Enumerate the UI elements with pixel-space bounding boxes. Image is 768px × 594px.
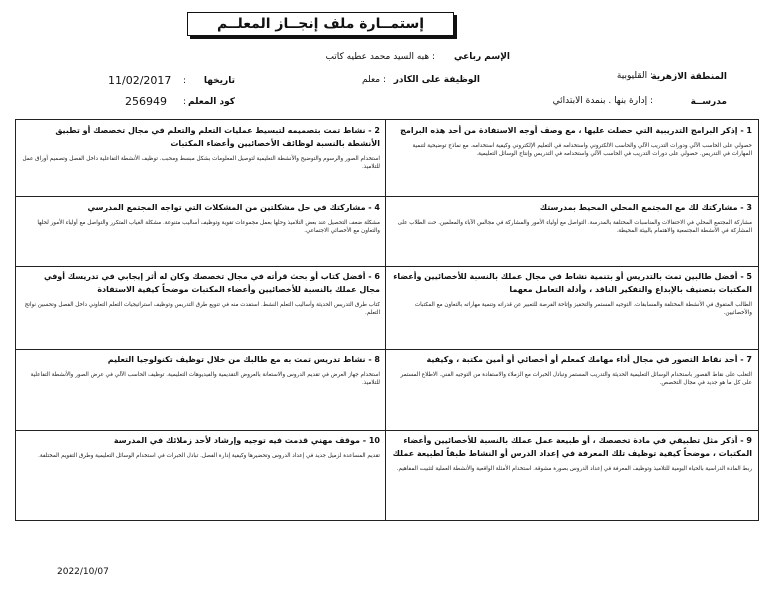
- answer-4: مشكلة ضعف التحصيل عند بعض التلاميذ وحلها بعمل مجموعات تقوية وتوظيف أساليب متنوعة. مشكلة الغياب المتكرر والتواصل مع أولياء الأمور لحلها والتعاون مع الأخصائي الاجتماعي.: [37, 220, 380, 234]
- print-date: 2022/10/07: [57, 567, 109, 577]
- answer-2: استخدام الصور والرسوم والتوضيح والأنشطة التعليمية لتوصيل المعلومات بشكل مبسط ومحبب. توظيف الأنشطة التفاعلية داخل الفصل وتصميم أوراق عمل للتلاميذ.: [22, 156, 380, 170]
- region-value: : القليوبية: [616, 71, 653, 81]
- question-cell-3: [392, 201, 752, 264]
- school-value: : إدارة بنها . بنمدة الابتدائي: [552, 96, 653, 106]
- question-cell-9: [392, 434, 752, 518]
- question-cell-4: [22, 201, 380, 264]
- teacher-code-label: كود المعلم: [188, 97, 235, 107]
- question-8: 8 - نشاط تدريس تمت به مع طالبك من خلال توظيف تكنولوجيا التعليم: [107, 355, 380, 364]
- table-divider-row-4: [15, 430, 759, 431]
- table-divider-row-1: [15, 196, 759, 197]
- answer-3: مشاركة المجتمع المحلي في الاحتفالات والمناسبات المختلفة بالمدرسة. التواصل مع أولياء الأمور والمشاركة في مجالس الآباء والمعلمين. حث الطلاب على المشاركة في الأنشطة المجتمعية والاهتمام بالبيئة المحيطة.: [397, 220, 752, 234]
- school-label: مدرســة: [690, 97, 727, 107]
- date-colon: :: [182, 76, 186, 86]
- question-cell-5: [392, 270, 752, 347]
- job-label: الوظيفة على الكادر: [393, 75, 480, 85]
- question-2: 2 - نشاط تمت بتصميمه لتبسيط عمليات التعلم والتعلم في مجال تخصصك أو تطبيق الأنشطة بالنسبة لوظائف الأخصائيين وأعضاء المكتبات: [55, 126, 380, 148]
- question-cell-7: [392, 353, 752, 428]
- answer-1: حصولي على الحاسب الآلي ودورات التدريب الآلي والحاسب الالكتروني واستخدامه في التعليم الإلكتروني وكيفية استخدامه. مع نماذج توضيحية لتنمية المهارات في التدريس. حصولي على دورات التدريب في الحاسب الآلي واستخدامه في التدريس وإنتاج الوسائل التعليمية.: [412, 143, 752, 157]
- answer-10: تقديم المساعدة لزميل جديد في إعداد الدروس وتحضيرها وكيفية إدارة الفصل. تبادل الخبرات في استخدام الوسائل التعليمية وطرق التقويم المختلفة.: [38, 453, 380, 459]
- date-label: تاريخها: [203, 76, 235, 86]
- question-cell-6: [22, 270, 380, 347]
- question-4: 4 - مشاركتك في حل مشكلتين من المشكلات التي تواجه المجتمع المدرسي: [87, 203, 380, 212]
- answer-7: التغلب على نقاط القصور باستخدام الوسائل التعليمية الحديثة والتدريب المستمر وتبادل الخبرات مع الزملاء والاستفادة من التوجيه الفني. الاطلاع المستمر على كل ما هو جديد في مجال التخصص.: [400, 372, 752, 386]
- answer-6: كتاب طرق التدريس الحديثة وأساليب التعلم النشط. استفدت منه في تنويع طرق التدريس وتوظيف استراتيجيات التعلم التعاوني داخل الفصل وتحسين نواتج التعلم.: [24, 302, 380, 316]
- name-value: : هبه السيد محمد عطيه كاتب: [325, 52, 435, 62]
- question-3: 3 - مشاركتك لك مع المجتمع المحلي المحيط بمدرستك: [539, 203, 752, 212]
- table-divider-row-3: [15, 349, 759, 350]
- date-value: 11/02/2017: [108, 74, 172, 87]
- question-6: 6 - أفضل كتاب أو بحث قرأته في مجال تخصصك وكان له أثر إيجابي في تدريسك أوفي مجال عملك بالنسبة للأخصائيين وأعضاء المكتبات موضحاً كيفية الاستفادة: [43, 272, 380, 294]
- answer-5: الطالب المتفوق في الأنشطة المختلفة والمسابقات. التوجيه المستمر والتحفيز وإتاحة الفرصة للتعبير عن قدراته وتنمية مهاراته بالتعاون مع المكتبات والأخصائيين.: [414, 302, 752, 316]
- question-1: 1 - إذكر البرامج التدريبية التي حصلت عليها ، مع وصف أوجه الاستفادة من أحد هذه البرامج: [400, 126, 752, 135]
- question-cell-2: [22, 124, 380, 194]
- question-cell-8: [22, 353, 380, 428]
- region-label: المنطقة الازهرية: [651, 72, 727, 82]
- code-colon: :: [182, 97, 186, 107]
- question-cell-1: [392, 124, 752, 194]
- question-5: 5 - أفضل طالبين تمت بالتدريس أو بتنمية نشاط في مجال عملك بالنسبة للأخصائيين وأعضاء المكتبات بتصنيف بالإبداع والتفكير الناقد ، وأدلة التعامل معهما: [393, 272, 752, 294]
- table-divider-vertical: [385, 119, 386, 521]
- question-7: 7 - أحد نقاط التصور في مجال أداء مهامك كمعلم أو أخصائي أو أمين مكتبة ، وكيفية: [426, 355, 752, 364]
- question-9: 9 - أذكر مثل تطبيقي في مادة تخصصك ، أو طبيعة عمل عملك بالنسبة للأخصائيين وأعضاء المكتبات ، موضحاً كيفية توظيف تلك المعرفة في إعداد الدرس أو النشاط طبقاً لطبيعة عملك: [392, 436, 752, 458]
- answer-9: ربط المادة الدراسية بالحياة اليومية للتلاميذ وتوظيف المعرفة في إعداد الدروس بصورة مشوقة. استخدام الأمثلة الواقعية والأنشطة العملية لتثبيت المفاهيم.: [396, 466, 752, 472]
- answer-8: استخدام جهاز العرض في تقديم الدروس والاستعانة بالعروض التقديمية والفيديوهات التعليمية. توظيف الحاسب الآلي في عرض الصور والأنشطة التفاعلية للتلاميذ.: [30, 372, 380, 386]
- job-value: : معلم: [361, 75, 386, 85]
- table-divider-row-2: [15, 266, 759, 267]
- question-cell-10: [22, 434, 380, 518]
- question-10: 10 - موقف مهني قدمت فيه توجيه وإرشاد لأحد زملائك في المدرسة: [113, 436, 380, 445]
- teacher-code-value: 256949: [125, 95, 167, 108]
- page-title: إستمــارة ملف إنجــاز المعلــم: [187, 12, 454, 36]
- name-label: الإسم رباعي: [453, 52, 510, 62]
